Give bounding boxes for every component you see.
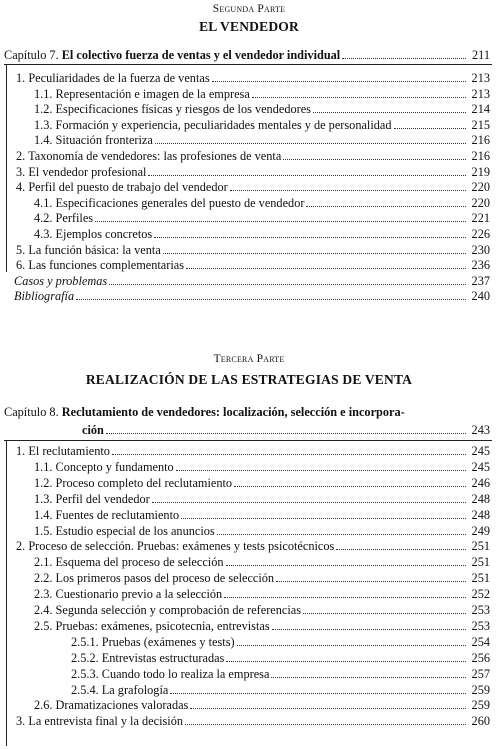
entry-number: 1.1. [34, 459, 53, 474]
page-number: 251 [471, 571, 490, 586]
page-number: 253 [471, 603, 490, 617]
toc-entry[interactable] [16, 180, 490, 195]
entry-number: 2.3. [34, 587, 53, 602]
leader-dots [152, 492, 466, 503]
entry-label [34, 587, 222, 602]
entry-title: Dramatizaciones valoradas [55, 698, 189, 713]
chapter-prefix: Capítulo 8. [4, 405, 59, 419]
page-number: 257 [471, 666, 490, 681]
toc-entry[interactable] [34, 87, 490, 102]
toc-entry[interactable] [34, 118, 490, 133]
entry-label [34, 211, 93, 226]
entry-title: Estudio especial de los anuncios [55, 523, 215, 538]
page-number: 245 [471, 444, 490, 458]
entry-label [34, 619, 270, 634]
entry-title: Fuentes de reclutamiento [55, 507, 180, 522]
leader-dots [176, 460, 466, 471]
page-number: 237 [471, 273, 490, 288]
leader-dots [112, 444, 466, 455]
leader-dots [237, 635, 466, 646]
entry-number: 2.5.1. [71, 634, 99, 649]
page-number: 251 [471, 555, 490, 570]
leader-dots [181, 508, 466, 519]
toc-entry[interactable] [14, 274, 490, 289]
leader-dots [303, 603, 466, 614]
entry-title: Taxonomía de vendedores: las profesiones de venta [28, 149, 282, 163]
entry-title: Entrevistas estructuradas [101, 650, 225, 665]
leader-dots [226, 555, 466, 566]
leader-dots [212, 71, 466, 82]
toc-entry[interactable] [34, 102, 490, 117]
entry-label [16, 149, 281, 164]
entry-label [16, 165, 146, 180]
leader-dots [163, 243, 466, 254]
entry-number: 1. [16, 444, 26, 458]
toc-entry[interactable] [16, 149, 490, 164]
page-number: 243 [471, 423, 490, 437]
entry-number: 1.4. [34, 133, 53, 148]
leader-dots [313, 102, 466, 113]
part-title: EL VENDEDOR [199, 19, 299, 34]
page-number: 248 [471, 507, 490, 522]
entry-number: 2.5.4. [71, 682, 99, 697]
entry-number: 2.4. [34, 603, 53, 617]
leader-dots [109, 274, 466, 285]
page-number: 213 [471, 71, 490, 85]
entry-label [16, 539, 334, 554]
toc-entry[interactable] [16, 444, 490, 459]
page-number: 240 [471, 289, 490, 304]
page-number: 249 [471, 523, 490, 538]
page-number: 226 [471, 227, 490, 241]
page-number: 216 [471, 133, 490, 148]
entry-title: Casos y problemas [14, 273, 108, 288]
entry-title: Cuando todo lo realiza la empresa [101, 666, 270, 681]
leader-dots [252, 87, 466, 98]
entry-number: 5. [16, 242, 26, 257]
page-number: 230 [471, 242, 490, 257]
entry-number: 2.2. [34, 571, 53, 586]
entry-title: Especificaciones generales del puesto de vendedor [55, 195, 305, 210]
entry-label [34, 476, 232, 491]
toc-entry[interactable] [71, 651, 490, 666]
toc-entry[interactable] [16, 165, 490, 180]
toc-entry[interactable] [71, 667, 490, 682]
page-number: 213 [471, 86, 490, 101]
entry-title: Ejemplos concretos [55, 227, 153, 241]
entry-label [34, 524, 215, 539]
entry-title: La grafología [101, 682, 169, 697]
page-number: 221 [471, 211, 490, 226]
page-number: 215 [471, 117, 490, 132]
entry-title: Perfiles [55, 211, 94, 226]
entry-label [14, 289, 74, 304]
entry-number: 2. [16, 539, 26, 554]
entry-label [16, 71, 210, 86]
page-number: 220 [471, 195, 490, 210]
entry-title: Concepto y fundamento [55, 459, 174, 474]
leader-dots [185, 714, 466, 725]
page-number: 251 [471, 539, 490, 554]
leader-dots [394, 118, 466, 129]
page-number: 259 [471, 698, 490, 713]
entry-number: 1.3. [34, 117, 53, 132]
entry-number: 2.1. [34, 555, 53, 570]
page-number: 260 [471, 714, 490, 729]
divider [4, 440, 492, 441]
page-number: 259 [471, 682, 490, 697]
leader-dots [230, 180, 466, 191]
entry-label [34, 698, 188, 713]
page-number: 220 [471, 180, 490, 195]
entry-number: 2.6. [34, 698, 53, 713]
entry-number: 6. [16, 258, 26, 273]
toc-chapter-8-line2[interactable] [82, 423, 490, 438]
page-number: 219 [471, 164, 490, 179]
toc-chapter-8-line1[interactable] [4, 405, 490, 420]
leader-dots [186, 258, 466, 269]
chapter-title-cont: ción [82, 423, 104, 437]
bracket-line [6, 440, 7, 746]
entry-label [71, 635, 235, 650]
entry-title: Proceso de selección. Pruebas: exámenes y tests psicotécnicos [28, 539, 335, 554]
chapter-prefix: Capítulo 7. [4, 48, 59, 62]
leader-dots [272, 619, 466, 630]
toc-entry[interactable] [34, 133, 490, 148]
entry-number: 1.1. [34, 86, 53, 101]
entry-title: Formación y experiencia, peculiaridades mentales y de personalidad [55, 117, 392, 132]
leader-dots [342, 48, 466, 59]
part-label: Segunda Parte [212, 3, 286, 15]
entry-title: El reclutamiento [28, 444, 110, 458]
toc-entry[interactable] [14, 289, 490, 304]
entry-number: 1.5. [34, 523, 53, 538]
entry-label [16, 243, 161, 258]
leader-dots [217, 524, 466, 535]
toc-entry[interactable] [34, 196, 490, 211]
chapter-title: Reclutamiento de vendedores: localización, selección e incorpora- [61, 405, 405, 419]
entry-title: Proceso completo del reclutamiento [55, 475, 233, 490]
entry-number: 3. [16, 714, 26, 729]
entry-title: Pruebas (exámenes y tests) [101, 634, 235, 649]
entry-title: Segunda selección y comprobación de referencias [55, 603, 302, 617]
entry-number: 4.3. [34, 227, 53, 241]
toc-entry[interactable] [16, 714, 490, 729]
page-number: 214 [471, 102, 490, 117]
entry-title: Especificaciones físicas y riesgos de los vendedores [55, 102, 311, 117]
entry-number: 2.5.2. [71, 650, 99, 665]
toc-entry[interactable] [34, 211, 490, 226]
entry-title: Bibliografía [14, 289, 75, 304]
leader-dots [271, 667, 466, 678]
toc-entry[interactable] [34, 555, 490, 570]
leader-dots [155, 133, 466, 144]
toc-entry[interactable] [16, 539, 490, 554]
entry-label [16, 444, 110, 459]
toc-entry[interactable] [34, 698, 490, 713]
entry-label [16, 180, 228, 195]
entry-title: Perfil del puesto de trabajo del vendedor [28, 180, 228, 195]
entry-label [16, 714, 183, 729]
entry-label [34, 133, 153, 148]
bracket-line [6, 64, 7, 272]
toc-entry[interactable] [34, 460, 490, 475]
entry-title: Peculiaridades de la fuerza de ventas [28, 71, 210, 85]
entry-title: La entrevista final y la decisión [28, 714, 183, 729]
entry-label [34, 227, 152, 242]
toc-entry[interactable] [34, 619, 490, 634]
leader-dots [224, 587, 466, 598]
toc-entry[interactable] [16, 243, 490, 258]
leader-dots [306, 196, 466, 207]
toc-entry[interactable] [16, 258, 490, 273]
entry-label [71, 651, 224, 666]
page-number: 236 [471, 258, 490, 273]
entry-title: Las funciones complementarias [28, 258, 185, 273]
leader-dots [170, 683, 466, 694]
toc-chapter-7[interactable] [4, 48, 490, 63]
entry-title: Cuestionario previo a la selección [55, 587, 223, 602]
leader-dots [226, 651, 466, 662]
entry-title: El vendedor profesional [28, 164, 147, 179]
entry-number: 1.2. [34, 102, 53, 117]
entry-number: 4. [16, 180, 26, 195]
page-number: 216 [471, 149, 490, 163]
entry-label [34, 508, 179, 523]
entry-number: 4.2. [34, 211, 53, 226]
page-number: 253 [471, 618, 490, 633]
leader-dots [190, 698, 466, 709]
entry-title: La función básica: la venta [28, 242, 161, 257]
entry-number: 4.1. [34, 195, 53, 210]
toc-entry[interactable] [34, 571, 490, 586]
page-number: 252 [471, 587, 490, 602]
entry-label [34, 196, 304, 211]
leader-dots [276, 571, 466, 582]
page-number: 245 [471, 459, 490, 474]
entry-number: 3. [16, 164, 26, 179]
leader-dots [76, 289, 466, 300]
chapter-title: El colectivo fuerza de ventas y el vendedor individual [61, 48, 341, 62]
part-title: REALIZACIÓN DE LAS ESTRATEGIAS DE VENTA [85, 372, 413, 387]
leader-dots [95, 211, 466, 222]
entry-title: Esquema del proceso de selección [55, 555, 224, 570]
entry-label [34, 571, 274, 586]
entry-label [34, 555, 224, 570]
divider [4, 64, 492, 65]
leader-dots [154, 227, 466, 238]
page-number: 254 [471, 634, 490, 649]
entry-title: Los primeros pasos del proceso de selección [55, 571, 275, 586]
entry-label [14, 274, 107, 289]
entry-number: 1.4. [34, 507, 53, 522]
toc-entry[interactable] [16, 71, 490, 86]
entry-number: 1.2. [34, 475, 53, 490]
entry-title: Perfil del vendedor [55, 491, 150, 506]
leader-dots [336, 539, 466, 550]
toc-entry[interactable] [34, 603, 490, 618]
page-number: 211 [472, 48, 490, 62]
entry-title: Situación fronteriza [55, 133, 153, 148]
leader-dots [234, 476, 466, 487]
entry-number: 1.3. [34, 491, 53, 506]
entry-label [34, 603, 301, 618]
entry-label [71, 667, 269, 682]
toc-entry[interactable] [34, 492, 490, 507]
entry-label [71, 683, 168, 698]
entry-title: Representación e imagen de la empresa [55, 86, 250, 101]
entry-number: 1. [16, 71, 26, 85]
toc-entry[interactable] [34, 227, 490, 242]
entry-number: 2.5.3. [71, 666, 99, 681]
leader-dots [106, 423, 466, 434]
entry-label [34, 87, 250, 102]
page-number: 256 [471, 650, 490, 665]
page-number: 246 [471, 475, 490, 490]
entry-label [34, 118, 392, 133]
toc-entry[interactable] [71, 683, 490, 698]
entry-label [34, 460, 174, 475]
toc-entry[interactable] [34, 508, 490, 523]
entry-number: 2. [16, 149, 26, 163]
toc-entry[interactable] [34, 587, 490, 602]
toc-entry[interactable] [34, 524, 490, 539]
entry-number: 2.5. [34, 618, 53, 633]
leader-dots [148, 165, 466, 176]
toc-entry[interactable] [71, 635, 490, 650]
part-label: Tercera Parte [213, 353, 285, 365]
entry-label [34, 492, 150, 507]
page-number: 248 [471, 491, 490, 506]
entry-title: Pruebas: exámenes, psicotecnia, entrevistas [55, 618, 270, 633]
leader-dots [283, 149, 466, 160]
entry-label [16, 258, 184, 273]
toc-entry[interactable] [34, 476, 490, 491]
entry-label [34, 102, 311, 117]
